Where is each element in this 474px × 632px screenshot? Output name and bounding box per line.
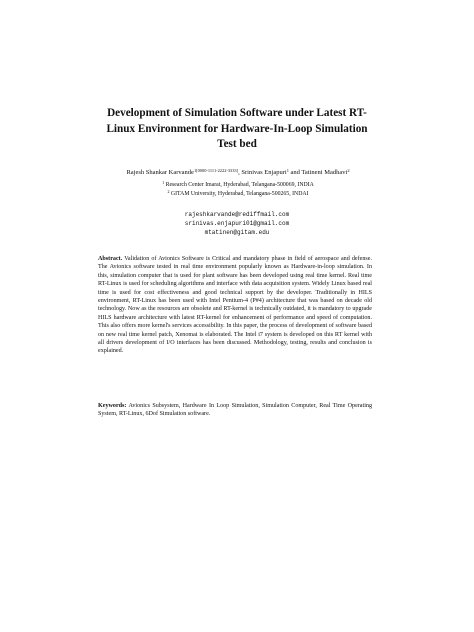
paper-title (96, 106, 378, 153)
author-orcid-mark: 1[0000-1111-2222-3333] (193, 168, 239, 173)
author-name: , Srinivas Enjapuri (238, 169, 287, 176)
affiliation (80, 190, 396, 198)
author-list (60, 168, 416, 177)
abstract-label: Abstract. (98, 256, 123, 262)
title-line: Test bed (217, 138, 257, 150)
affiliation-mark: 1 (162, 180, 165, 185)
affiliation-text: GITAM University, Hyderabad, Telangana-500265, INDAI (169, 191, 309, 197)
author-email: srinivas.enjapuri01@gmail.com (184, 220, 290, 227)
affiliation-mark: 2 (167, 189, 170, 194)
title-line: Development of Simulation Software under Latest RT- (107, 107, 367, 119)
affiliation-text: Research Center Imarat, Hyderabad, Telangana-500069, INDIA (164, 182, 314, 188)
author-name: Rajesh Shankar Karvande (126, 169, 194, 176)
affiliation (80, 181, 396, 189)
author-email: mtatinen@gitam.edu (204, 229, 270, 236)
author-affil-mark: 1 (286, 168, 289, 173)
keywords-label: Keywords: (98, 403, 127, 409)
author-affil-mark: 2 (347, 168, 350, 173)
keywords-text: Avionics Subsystem, Hardware In Loop Simulation, Simulation Computer, Real Time Operating System, RT-Linux, 6Dof Simulation software. (98, 403, 372, 418)
abstract-text: Validation of Avionics Software is Critical and mandatory phase in field of aerospace and defense. The Avionics software tested in real time environment popularly known as Hardware-in-loop simulation. In this, simulation computer that is used for plant software has been developed using real time kernel. Real time RT-Linux is used for scheduling algorithms and interface with data acquisition system. Widely Linux based real time is used for cost effectiveness and good technical support by the developer. Traditionally in HILS environment, RT-Linux has been used with Intel Pentium-4 (P#4) architecture that was based on decade old technology. Now as the resources are obsolete and RT-kernel is technically outdated, it is mandatory to upgrade HILS hardware architecture with latest RT-kernel for enhancement of performance and speed of computation. This also offers more kernel's services accessibility. In this paper, the process of development of software based on new real time kernel patch, Xenomai is elaborated. The Intel i7 system is developed on this RT kernel with all drivers development of I/O interfaces has been discussed. Methodology, testing, results and conclusion is explained. (98, 256, 372, 355)
title-line: Linux Environment for Hardware-In-Loop Simulation (106, 122, 368, 135)
keywords (98, 402, 372, 419)
abstract (98, 255, 372, 356)
author-name: and Tatineni Madhavi (288, 169, 348, 176)
author-email: rajeshkarvande@rediffmail.com (184, 211, 290, 218)
